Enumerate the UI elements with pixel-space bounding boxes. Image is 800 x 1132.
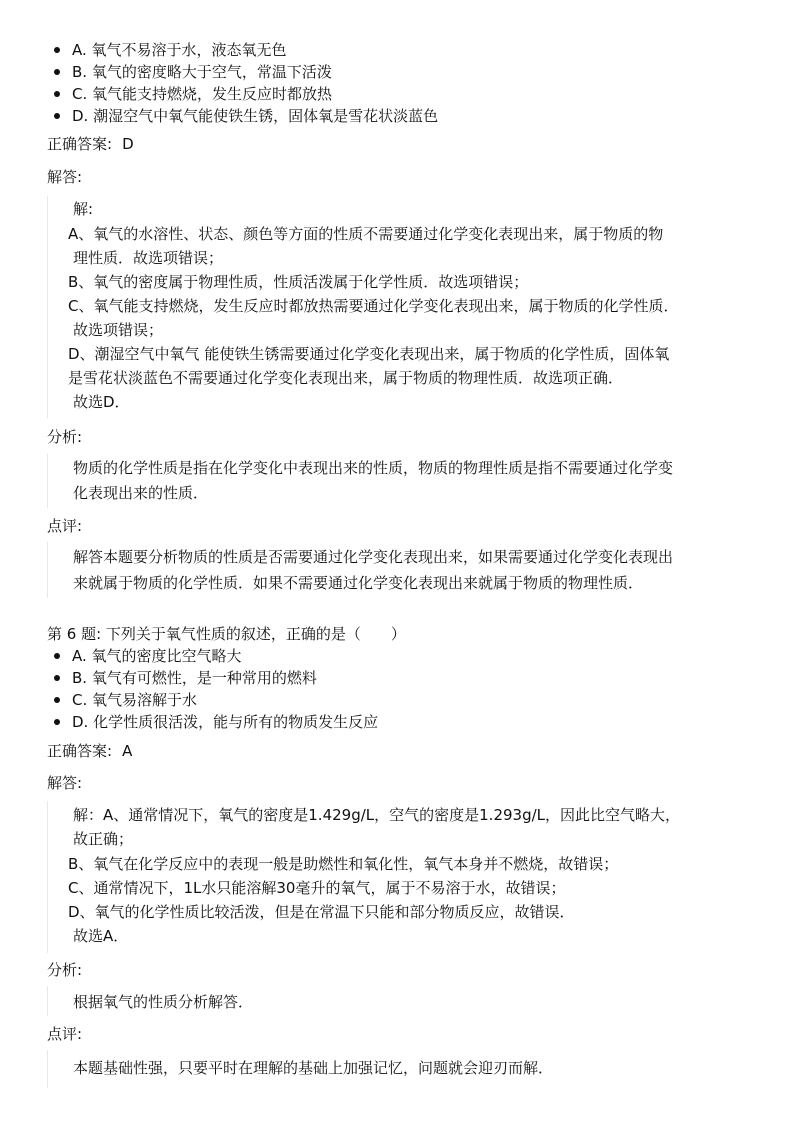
q5-solution-line: 理性质．故选项错误； bbox=[73, 249, 224, 267]
q6-answer-value: A bbox=[122, 742, 133, 760]
q6-options bbox=[72, 645, 378, 733]
q6-answer bbox=[47, 740, 132, 762]
q6-option-a: A. 氧气的密度比空气略大 bbox=[72, 645, 378, 667]
q5-solution bbox=[47, 196, 738, 418]
q5-analysis-label: 分析: bbox=[47, 428, 83, 446]
q6-solution-label: 解答: bbox=[47, 774, 83, 792]
q6-option-d: D. 化学性质很活泼，能与所有的物质发生反应 bbox=[72, 713, 379, 731]
q5-option-b: B. 氧气的密度略大于空气，常温下活泼 bbox=[72, 61, 438, 83]
q6-option-c: C. 氧气易溶解于水 bbox=[72, 689, 378, 711]
q6-analysis bbox=[47, 986, 738, 1016]
q6-title: 第 6 题: 下列关于氧气性质的叙述，正确的是（ ） bbox=[47, 625, 406, 643]
q5-solution-line: A、氧气的水溶性、状态、颜色等方面的性质不需要通过化学变化表现出来，属于物质的物 bbox=[68, 225, 664, 243]
q6-answer-label: 正确答案: bbox=[47, 742, 113, 760]
q5-comment-label: 点评: bbox=[47, 517, 83, 535]
q5-analysis-line: 化表现出来的性质． bbox=[73, 484, 209, 502]
q6-solution-line: D、氧气的化学性质比较活泼，但是在常温下只能和部分物质反应，故错误． bbox=[68, 903, 575, 921]
q5-solution-line: 解: bbox=[73, 200, 94, 218]
q5-answer-value: D bbox=[122, 135, 134, 153]
q6-comment bbox=[47, 1050, 738, 1088]
q5-solution-line: B、氧气的密度属于物理性质，性质活泼属于化学性质．故选项错误； bbox=[68, 273, 529, 291]
q6-comment-line: 本题基础性强，只要平时在理解的基础上加强记忆，问题就会迎刃而解． bbox=[73, 1059, 554, 1077]
q5-comment-line: 解答本题要分析物质的性质是否需要通过化学变化表现出来，如果需要通过化学变化表现出 bbox=[73, 548, 674, 566]
q5-comment bbox=[47, 542, 738, 598]
q6-option-b: B. 氧气有可燃性，是一种常用的燃料 bbox=[72, 667, 378, 689]
q5-option-c: C. 氧气能支持燃烧，发生反应时都放热 bbox=[72, 83, 438, 105]
q6-comment-label: 点评: bbox=[47, 1025, 83, 1043]
q5-answer bbox=[47, 133, 134, 155]
q6-solution-line: B、氧气在化学反应中的表现一般是助燃性和氧化性，氧气本身并不燃烧，故错误； bbox=[68, 855, 619, 873]
q5-analysis-line: 物质的化学性质是指在化学变化中表现出来的性质，物质的物理性质是指不需要通过化学变 bbox=[73, 459, 674, 477]
q5-solution-line: C、氧气能支持燃烧，发生反应时都放热需要通过化学变化表现出来，属于物质的化学性质． bbox=[68, 297, 679, 315]
q6-solution-line: 故选A． bbox=[73, 927, 129, 945]
q5-analysis bbox=[47, 454, 738, 508]
q6-analysis-line: 根据氧气的性质分析解答． bbox=[73, 993, 254, 1011]
q5-answer-label: 正确答案: bbox=[47, 135, 113, 153]
q5-solution-line: D、潮湿空气中氧气 能使铁生锈需要通过化学变化表现出来，属于物质的化学性质，固体氧 bbox=[68, 345, 670, 363]
q6-solution-line: 解：A、通常情况下，氧气的密度是1.429g/L，空气的密度是1.293g/L，因此比空气略大， bbox=[73, 806, 681, 824]
q5-option-a: A. 氧气不易溶于水，液态氧无色 bbox=[72, 39, 438, 61]
q5-solution-line: 是雪花状淡蓝色不需要通过化学变化表现出来，属于物质的物理性质．故选项正确． bbox=[68, 369, 624, 387]
q6-solution-line: C、通常情况下，1L水只能溶解30毫升的氧气，属于不易溶于水，故错误； bbox=[68, 879, 566, 897]
q5-solution-label: 解答: bbox=[47, 168, 83, 186]
q5-comment-line: 来就属于物质的化学性质．如果不需要通过化学变化表现出来就属于物质的物理性质． bbox=[73, 574, 644, 592]
q5-solution-line: 故选项错误； bbox=[73, 321, 164, 339]
q5-options bbox=[72, 39, 438, 127]
q6-solution-line: 故正确； bbox=[73, 830, 134, 848]
q6-analysis-label: 分析: bbox=[47, 961, 83, 979]
q5-solution-line: 故选D． bbox=[73, 393, 130, 411]
q5-option-d: D. 潮湿空气中氧气能使铁生锈，固体氧是雪花状淡蓝色 bbox=[72, 107, 439, 125]
q6-solution bbox=[47, 801, 738, 953]
